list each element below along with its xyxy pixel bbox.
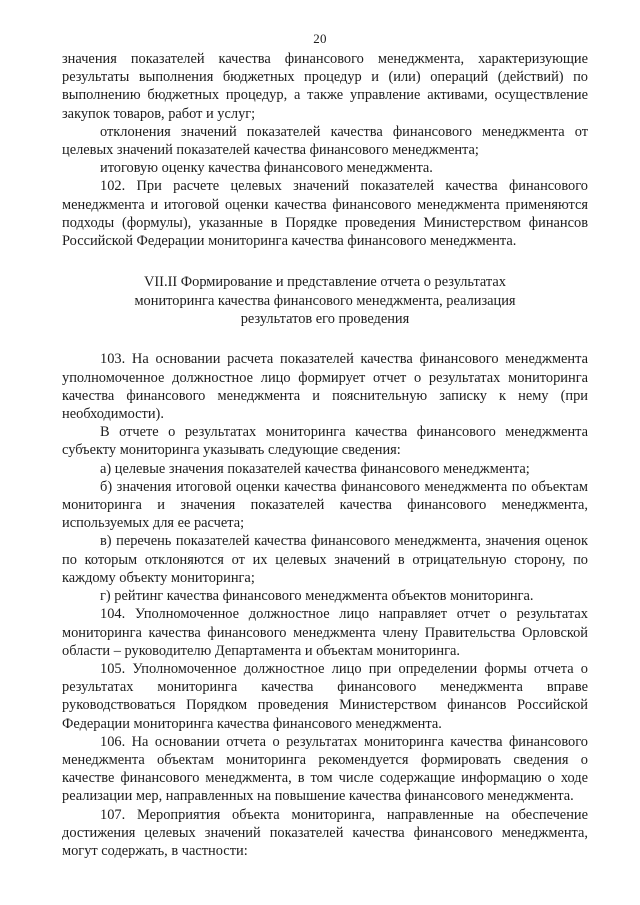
paragraph-107: 107. Мероприятия объекта мониторинга, направленные на обеспечение достижения целевых значений показателей качества финансового менеджмента, могут содержать, в частности: bbox=[62, 806, 588, 859]
list-item-g: г) рейтинг качества финансового менеджмента объектов мониторинга. bbox=[100, 588, 534, 605]
paragraph-105: 105. Уполномоченное должностное лицо при определении формы отчета о результатах мониторинга качества финансового менеджмента вправе руководствоваться Порядком проведения Министерством финансов Российской Федерации мониторинга качества финансового менеджмента. bbox=[62, 660, 588, 732]
paragraph-104: 104. Уполномоченное должностное лицо направляет отчет о результатах мониторинга качества финансового менеджмента члену Правительства Орловской области – руководителю Департамента и объектам мониторинга. bbox=[62, 606, 588, 659]
section-heading-line: мониторинга качества финансового менеджмента, реализация bbox=[134, 292, 516, 309]
section-heading-line: VII.II Формирование и представление отчета о результатах bbox=[144, 274, 506, 291]
list-item-v: в) перечень показателей качества финансового менеджмента, значения оценок по которым отклоняются от их целевых значений в отрицательную сторону, по каждому объекту мониторинга; bbox=[62, 533, 588, 586]
section-heading bbox=[62, 273, 588, 328]
paragraph: В отчете о результатах мониторинга качества финансового менеджмента субъекту мониторинга указывать следующие сведения: bbox=[62, 424, 588, 459]
paragraph: отклонения значений показателей качества финансового менеджмента от целевых значений показателей качества финансового менеджмента; bbox=[62, 123, 588, 159]
paragraph-102: 102. При расчете целевых значений показателей качества финансового менеджмента и итоговой оценки качества финансового менеджмента применяются подходы (формулы), указанные в Порядке проведения Министерством финансов Российской Федерации мониторинга качества финансового менеджмента. bbox=[62, 178, 588, 250]
list-item-a: а) целевые значения показателей качества финансового менеджмента; bbox=[100, 460, 530, 477]
page-number: 20 bbox=[313, 31, 327, 46]
section-heading-line: результатов его проведения bbox=[240, 311, 410, 328]
list-item-b: б) значения итоговой оценки качества финансового менеджмента по объектам мониторинга и значения показателей качества финансового менеджмента, используемых для ее расчета; bbox=[62, 478, 588, 532]
paragraph-continuation: значения показателей качества финансового менеджмента, характеризующие результаты выполнения бюджетных процедур и (или) операций (действий) по выполнению бюджетных процедур, а также управление активами, осуществление закупок товаров, работ и услуг; bbox=[62, 51, 588, 122]
paragraph: итоговую оценку качества финансового менеджмента. bbox=[100, 160, 433, 177]
paragraph-106: 106. На основании отчета о результатах мониторинга качества финансового менеджмента объектам мониторинга рекомендуется формировать сведения о качестве финансового менеджмента, в том числе содержащие информацию о ходе реализации мер, направленных на повышение качества финансового менеджмента. bbox=[62, 733, 588, 805]
paragraph-103: 103. На основании расчета показателей качества финансового менеджмента уполномоченное должностное лицо формирует отчет о результатах мониторинга качества финансового менеджмента и пояснительную записку к нему (при необходимости). bbox=[62, 351, 588, 423]
document-body bbox=[62, 50, 588, 860]
